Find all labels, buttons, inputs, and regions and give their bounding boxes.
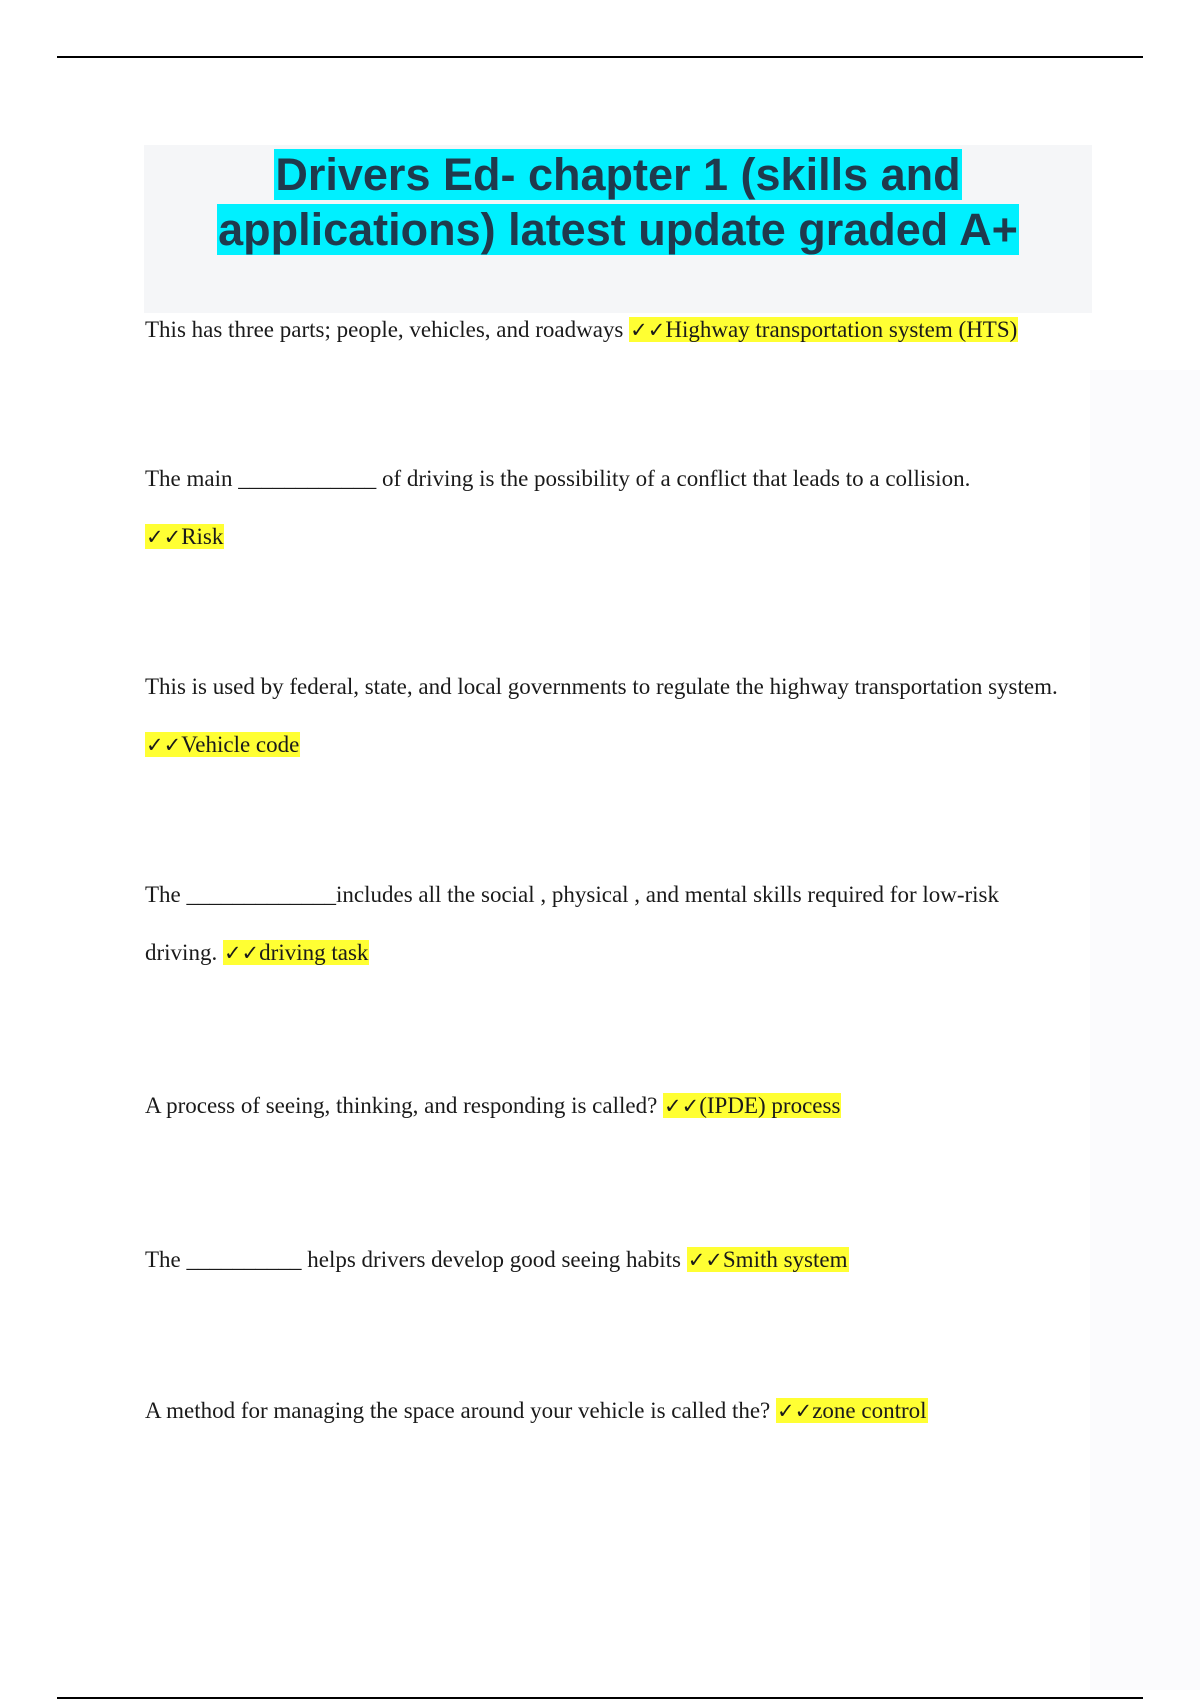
- answer-highlight: [145, 732, 300, 757]
- check-icon: ✓✓: [146, 733, 182, 757]
- answer-highlight: [223, 940, 369, 965]
- answer-text: driving task: [259, 940, 369, 965]
- answer-highlight: [687, 1247, 849, 1272]
- qa-item-6: [145, 1231, 1075, 1289]
- question-text: This is used by federal, state, and local governments to regulate the highway transportation system.: [145, 674, 1058, 699]
- answer-text: Risk: [181, 524, 224, 549]
- question-text: This has three parts; people, vehicles, and roadways: [145, 317, 630, 342]
- answer-highlight: [663, 1093, 841, 1118]
- question-text: A process of seeing, thinking, and responding is called?: [145, 1093, 664, 1118]
- check-icon: ✓✓: [223, 941, 260, 965]
- check-icon: ✓✓: [146, 525, 182, 549]
- answer-highlight: [776, 1398, 928, 1423]
- title-line-2: applications) latest update graded A+: [218, 204, 1018, 255]
- check-icon: ✓✓: [630, 318, 666, 342]
- title-line-1: Drivers Ed- chapter 1 (skills and: [275, 149, 961, 200]
- qa-item-4: [145, 866, 1075, 982]
- bottom-rule: [57, 1697, 1143, 1699]
- title-box: [144, 145, 1092, 313]
- qa-item-7: [145, 1382, 1075, 1440]
- check-icon: ✓✓: [777, 1399, 813, 1423]
- qa-item-5: [145, 1077, 1075, 1135]
- answer-text: Vehicle code: [181, 732, 300, 757]
- page-shade: [1090, 370, 1200, 1690]
- qa-item-3: [145, 658, 1075, 774]
- qa-item-2: [145, 450, 1075, 566]
- answer-text: Highway transportation system (HTS): [665, 317, 1018, 342]
- top-rule: [57, 56, 1143, 58]
- answer-text: Smith system: [722, 1247, 848, 1272]
- answer-text: zone control: [812, 1398, 927, 1423]
- answer-highlight: [145, 524, 224, 549]
- question-text: The _____________includes all the social , physical , and mental skills required for low-risk driving.: [145, 882, 1000, 965]
- check-icon: ✓✓: [664, 1094, 700, 1118]
- question-text: A method for managing the space around your vehicle is called the?: [145, 1398, 777, 1423]
- check-icon: ✓✓: [687, 1248, 723, 1272]
- question-text: The main ____________ of driving is the possibility of a conflict that leads to a collision.: [145, 466, 971, 491]
- document-title: [144, 145, 1092, 257]
- qa-item-1: [145, 301, 1075, 359]
- answer-text: (IPDE) process: [699, 1093, 841, 1118]
- answer-highlight: [629, 317, 1018, 342]
- question-text: The __________ helps drivers develop good seeing habits: [145, 1247, 687, 1272]
